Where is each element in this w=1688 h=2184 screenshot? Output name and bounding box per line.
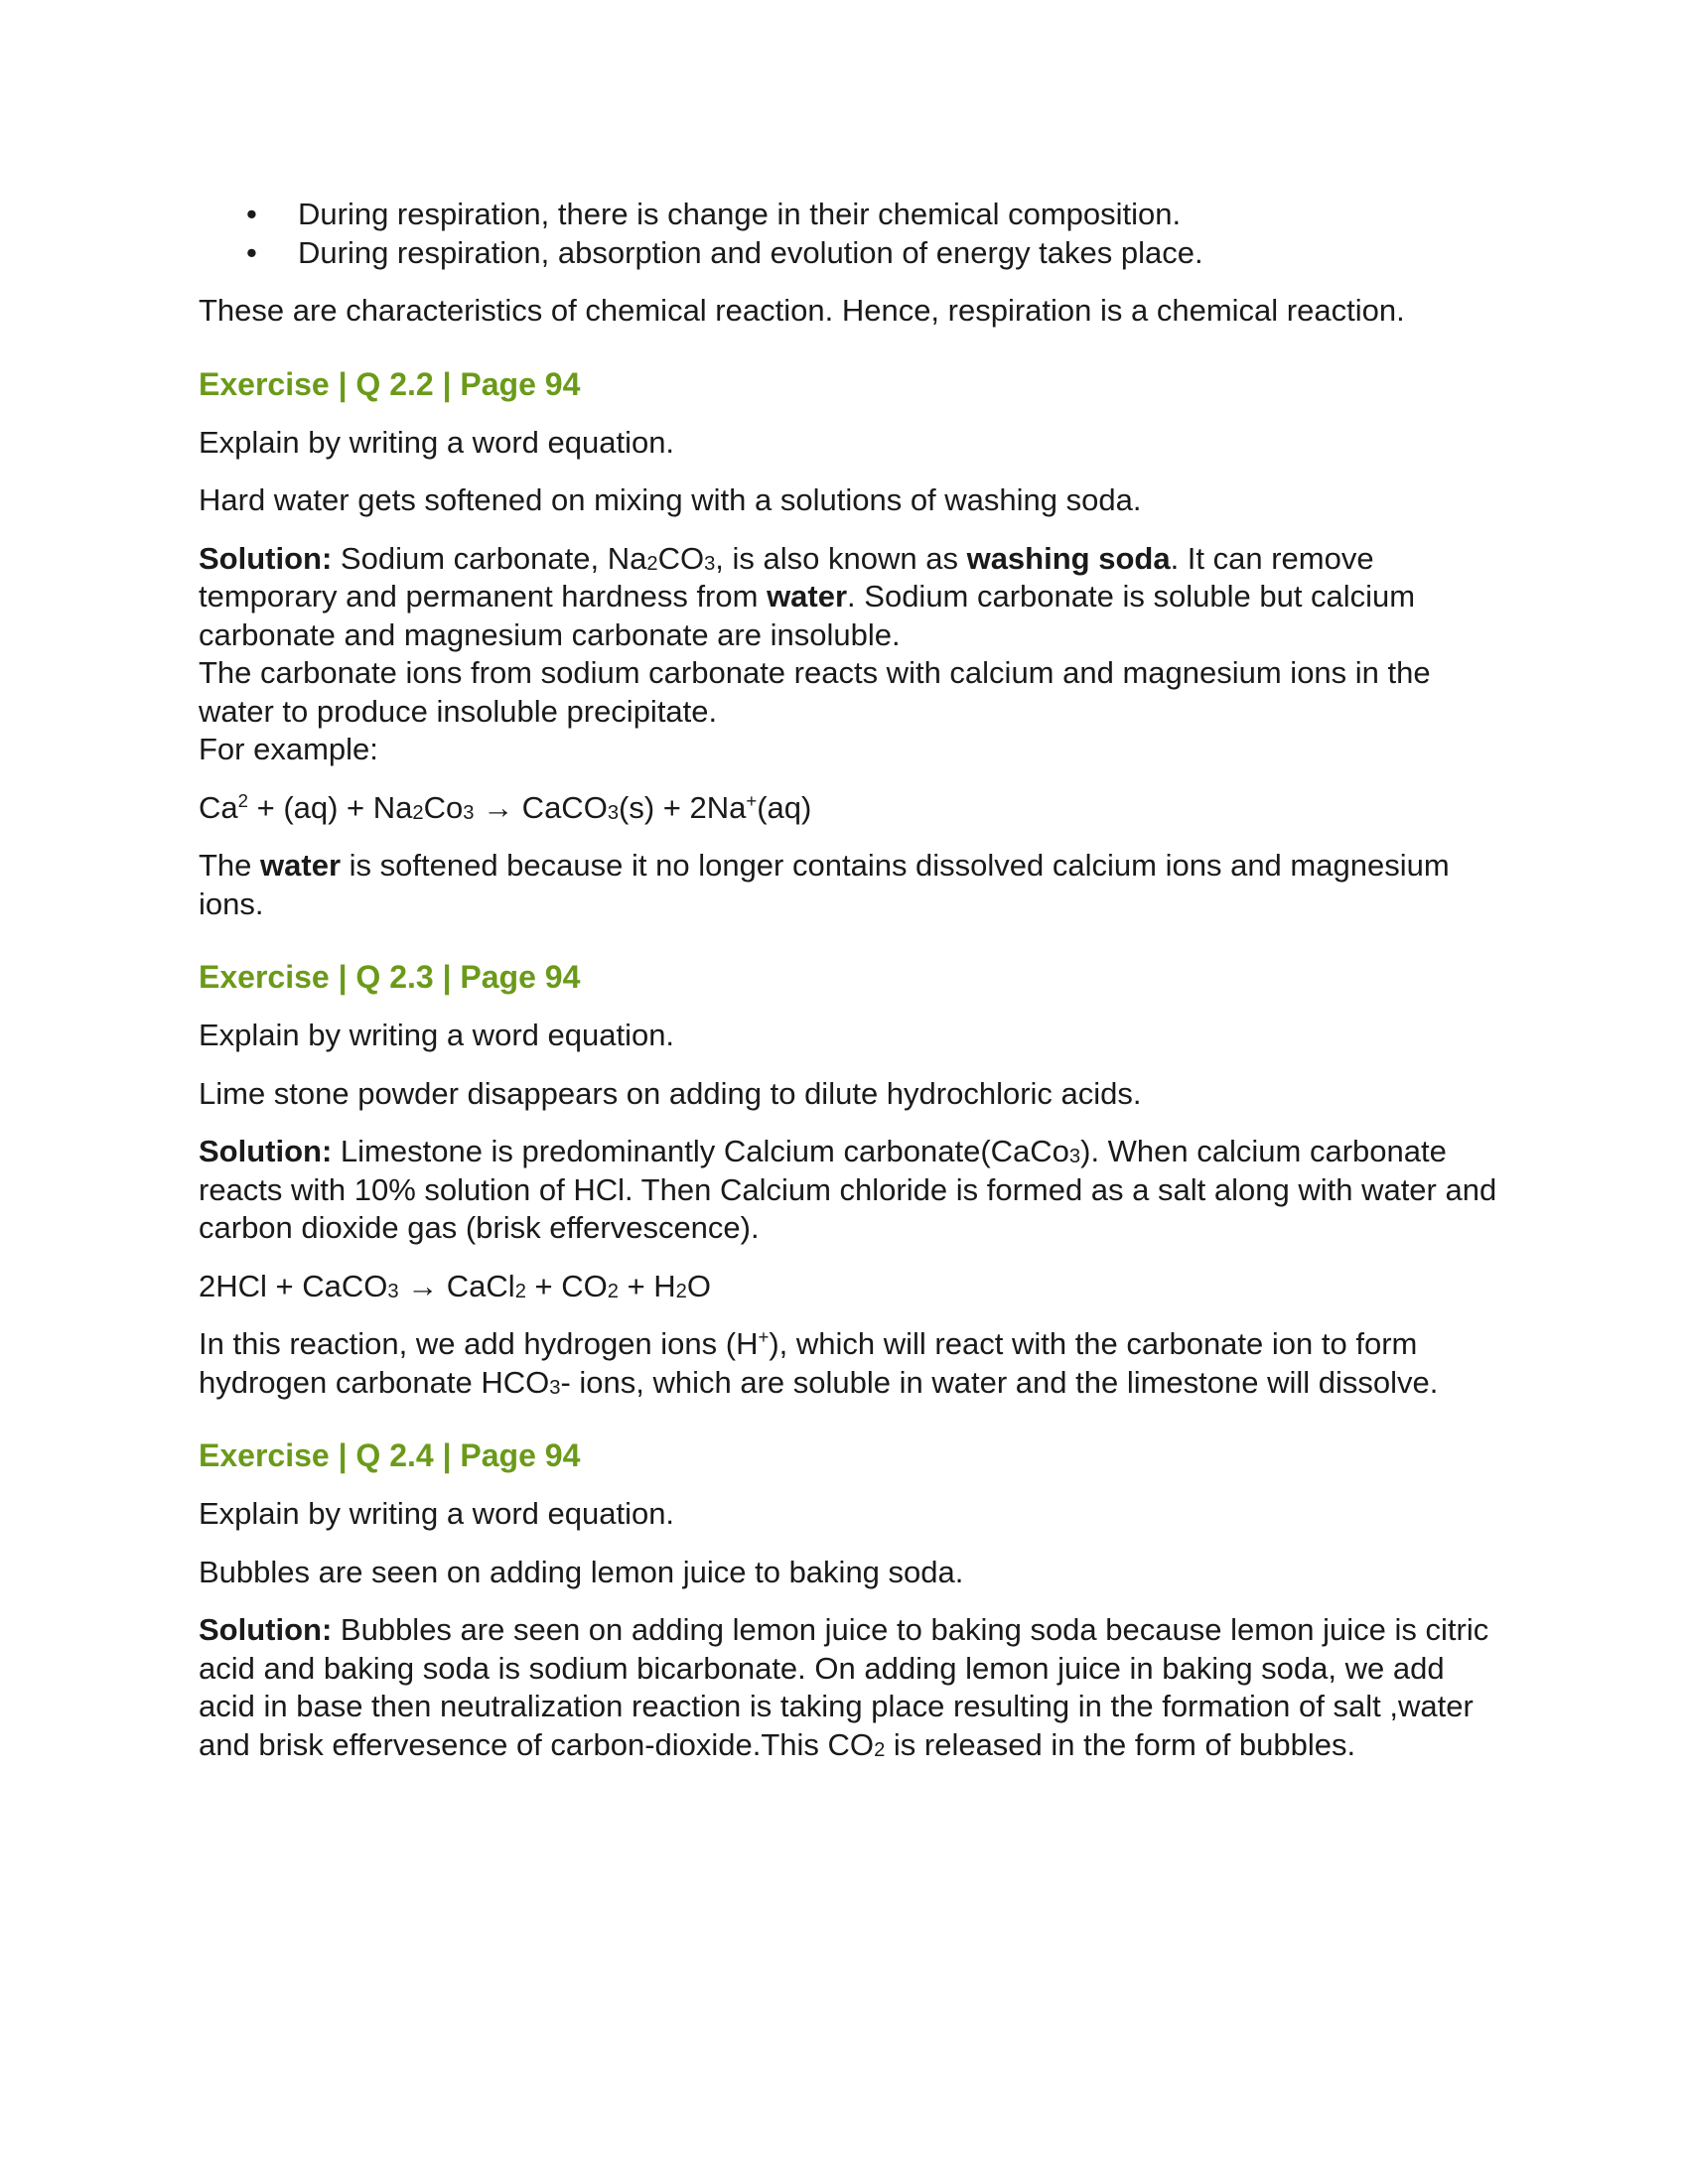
solution-paragraph: The water is softened because it no longer contains dissolved calcium ions and magnesium ions. (199, 848, 1450, 921)
list-item: • During respiration, there is change in their chemical composition. (246, 197, 1182, 231)
respiration-bullet-list (199, 195, 1509, 272)
question-text: Bubbles are seen on adding lemon juice to baking soda. (199, 1554, 964, 1589)
question-text: Hard water gets softened on mixing with a solutions of washing soda. (199, 482, 1142, 517)
respiration-conclusion: These are characteristics of chemical reaction. Hence, respiration is a chemical reaction. (199, 293, 1405, 328)
bullet-icon: • (246, 235, 257, 270)
chemical-equation: $Ca^2 + (aq) + Na_2Co_3$ → CaCO$_3$(s) + 2Na+(aq) (199, 789, 812, 825)
chemical-equation: 2HCl + CaCO$_3$ → CaCl$_2$ + $CO_2 + H_2O$ (199, 1268, 711, 1303)
solution-paragraph: Solution: Limestone is predominantly Calcium carbonate(CaCo$_3$). When calcium carbonate reacts with 10% solution of HCl. Then Calcium chloride is formed as a salt along with water and carbon dioxide gas (brisk effervescence). (199, 1134, 1497, 1245)
solution-paragraph: Solution: Bubbles are seen on adding lemon juice to baking soda because lemon juice is citric acid and baking soda is sodium bicarbonate. On adding lemon juice in baking soda, we add acid in base then neutralization reaction is taking place resulting in the formation of salt ,water and brisk effervesence of carbon-dioxide.This $CO_2$ is released in the form of bubbles. (199, 1612, 1489, 1762)
bullet-icon: • (246, 197, 257, 231)
exercise-heading-q2-4: Exercise | Q 2.4 | Page 94 (199, 1437, 581, 1473)
question-prompt: Explain by writing a word equation. (199, 1018, 675, 1052)
question-prompt: Explain by writing a word equation. (199, 424, 675, 460)
question-prompt: Explain by writing a word equation. (199, 1496, 675, 1531)
question-text: Lime stone powder disappears on adding to dilute hydrochloric acids. (199, 1075, 1142, 1111)
solution-paragraph: For example: (199, 732, 378, 766)
list-item: • During respiration, absorption and evolution of energy takes place. (246, 235, 1203, 270)
exercise-heading-q2-3: Exercise | Q 2.3 | Page 94 (199, 959, 581, 995)
solution-label: Solution: (199, 1612, 333, 1647)
document-page (199, 195, 1509, 1764)
solution-label: Solution: (199, 1134, 333, 1168)
solution-paragraph: In this reaction, we add hydrogen ions (H+), which will react with the carbonate ion to form hydrogen carbonate $HCO_3-$ ions, which are soluble in water and the limestone will dissolve. (199, 1325, 1439, 1400)
exercise-heading-q2-2: Exercise | Q 2.2 | Page 94 (199, 365, 581, 402)
solution-paragraph: The carbonate ions from sodium carbonate reacts with calcium and magnesium ions in the water to produce insoluble precipitate. (199, 655, 1431, 729)
solution-label: Solution: (199, 540, 333, 576)
solution-paragraph: Solution: Sodium carbonate, $Na_2CO_3$, is also known as washing soda. It can remove temporary and permanent hardness from water. Sodium carbonate is soluble but calcium carbonate and magnesium carbonate are insoluble. (199, 540, 1416, 652)
